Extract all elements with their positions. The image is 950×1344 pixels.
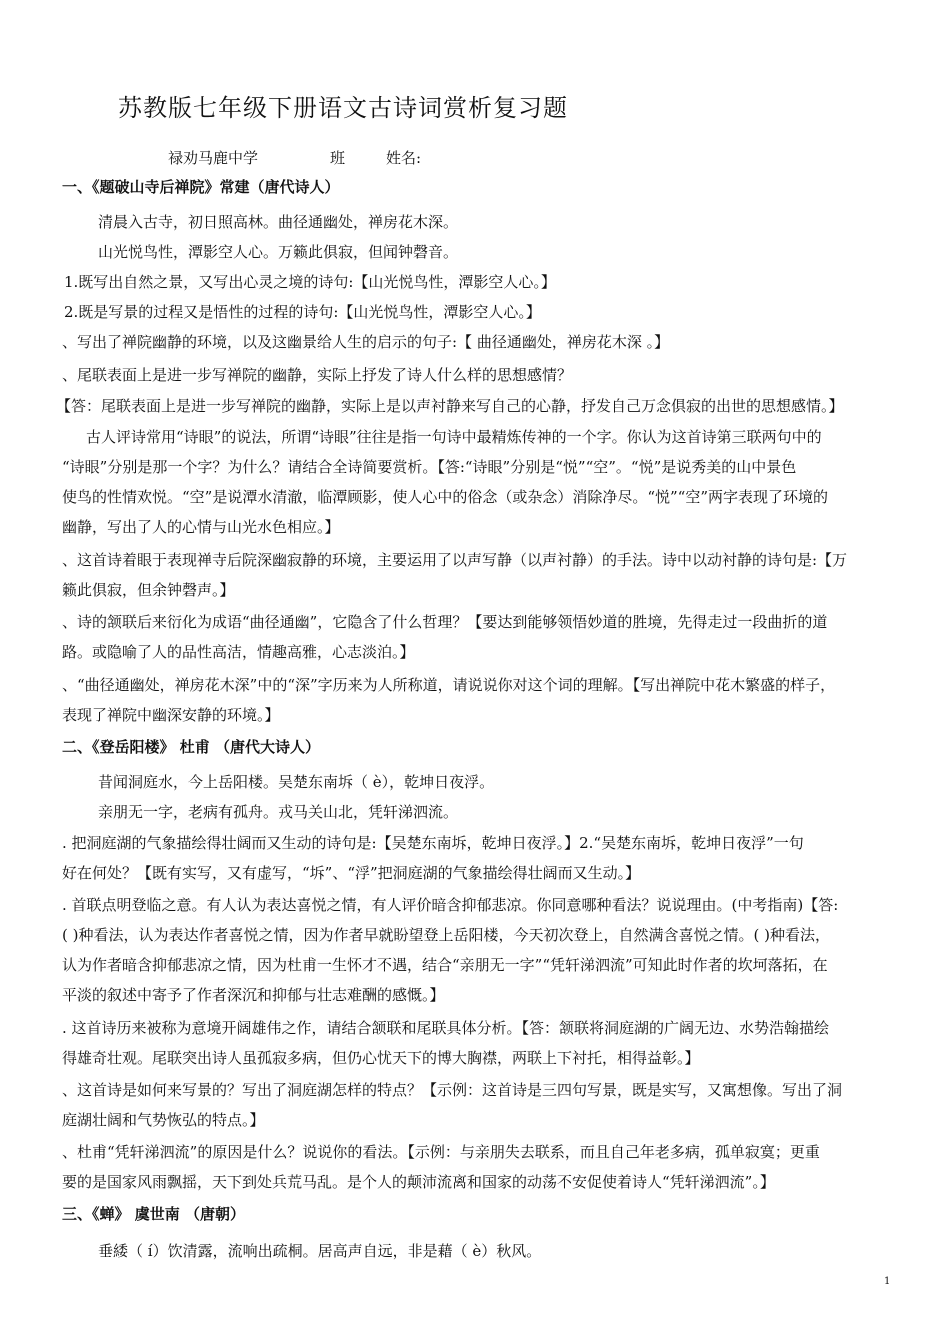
answer-line: 幽静，写出了人的心情与山光水色相应。】 [62,518,340,536]
answer-line: 【答：尾联表面上是进一步写禅院的幽静，实际上是以声衬静来写自己的心静，抒发自己万念俱寂的出世的思想感情。】 [56,397,844,415]
question-line: 、杜甫“凭轩涕泗流”的原因是什么？说说你的看法。【示例：与亲朋失去联系，而且自己年老多病，孤单寂寞；更重 [62,1143,820,1161]
question-line: 、写出了禅院幽静的环境，以及这幽景给人生的启示的句子:【 曲径通幽处，禅房花木深 。】 [62,333,670,351]
question-line: 、诗的颔联后来衍化为成语“曲径通幽”，它隐含了什么哲理？【要达到能够领悟妙道的胜境，先得走过一段曲折的道 [62,613,828,631]
page-number: 1 [884,1276,891,1287]
question-line: . 这首诗历来被称为意境开阔雄伟之作，请结合颔联和尾联具体分析。【答：颔联将洞庭湖的广阔无边、水势浩翰描绘 [62,1019,830,1037]
answer-line: 使鸟的性情欢悦。“空”是说潭水清澈，临潭顾影，使人心中的俗念（或杂念）消除净尽。“悦”“空”两字表现了环境的 [62,488,829,506]
answer-line: 得雄奇壮观。尾联突出诗人虽孤寂多病，但仍心忧天下的博大胸襟，两联上下衬托，相得益彰。】 [62,1049,700,1067]
poem-line: 清晨入古寺，初日照高林。曲径通幽处，禅房花木深。 [98,213,459,231]
answer-line: 平淡的叙述中寄予了作者深沉和抑郁与壮志难酬的感慨。】 [62,986,445,1004]
section-heading-2: 二、《登岳阳楼》 杜甫 （唐代大诗人） [62,738,320,756]
answer-line: ( )种看法，认为表达作者喜悦之情，因为作者早就盼望登上岳阳楼，今天初次登上，自然满含喜悦之情。( )种看法， [62,926,830,944]
poem-line: 昔闻洞庭水，今上岳阳楼。吴楚东南坼（ è），乾坤日夜浮。 [98,773,495,791]
answer-line: 认为作者暗含抑郁悲凉之情，因为杜甫一生怀才不遇，结合“亲朋无一字”“凭轩涕泗流”可知此时作者的坎坷落拓，在 [62,956,828,974]
answer-line: 表现了禅院中幽深安静的环境。】 [62,706,280,724]
class-label: 班 [330,149,346,167]
question-line: 古人评诗常用“诗眼”的说法，所谓“诗眼”往往是指一句诗中最精炼传神的一个字。你认为这首诗第三联两句中的 [86,428,822,446]
poem-line: 山光悦鸟性，潭影空人心。万籁此俱寂，但闻钟磬音。 [98,243,459,261]
question-line: 、尾联表面上是进一步写禅院的幽静，实际上抒发了诗人什么样的思想感情？ [62,366,573,384]
question-line: 、这首诗是如何来写景的？写出了洞庭湖怎样的特点？【示例：这首诗是三四句写景，既是实写，又寓想像。写出了洞 [62,1081,843,1099]
section-heading-3: 三、《蝉》 虞世南 （唐朝） [62,1205,245,1223]
section-heading-1: 一、《题破山寺后禅院》常建（唐代诗人） [62,178,340,196]
answer-line: 庭湖壮阔和气势恢弘的特点。】 [62,1111,265,1129]
answer-line: 要的是国家风雨飘摇，天下到处兵荒马乱。是个人的颠沛流离和国家的动荡不安促使着诗人“凭轩涕泗流”。】 [62,1173,775,1191]
page-title: 苏教版七年级下册语文古诗词赏析复习题 [118,94,568,122]
question-line: 、“曲径通幽处，禅房花木深”中的“深”字历来为人所称道，请说说你对这个词的理解。【写出禅院中花木繁盛的样子， [62,676,836,694]
student-name-label: 姓名: [386,149,422,167]
question-line: 1.既写出自然之景，又写出心灵之境的诗句:【山光悦鸟性，潭影空人心。】 [64,273,556,291]
poem-line: 垂緌（ í）饮清露，流响出疏桐。居高声自远，非是藉（ è）秋风。 [98,1242,542,1260]
school-name: 禄劝马鹿中学 [168,149,259,167]
question-line: . 把洞庭湖的气象描绘得壮阔而又生动的诗句是:【吴楚东南坼，乾坤日夜浮。】2.“吴楚东南坼，乾坤日夜浮”一句 [62,834,804,852]
question-line: 2.既是写景的过程又是悟性的过程的诗句:【山光悦鸟性，潭影空人心。】 [64,303,541,321]
poem-line: 亲朋无一字，老病有孤舟。戎马关山北，凭轩涕泗流。 [98,803,459,821]
answer-line: 路。或隐喻了人的品性高洁，情趣高雅，心志淡泊。】 [62,643,415,661]
question-line: 、这首诗着眼于表现禅寺后院深幽寂静的环境，主要运用了以声写静（以声衬静）的手法。诗中以动衬静的诗句是:【万 [62,551,848,569]
answer-line: “诗眼”分别是那一个字？为什么？请结合全诗简要赏析。【答:“诗眼”分别是“悦”“空”。“悦”是说秀美的山中景色 [62,458,797,476]
answer-line: 籁此俱寂，但余钟磬声。】 [62,581,235,599]
answer-line: 好在何处？【既有实写，又有虚写，“坼”、“浮”把洞庭湖的气象描绘得壮阔而又生动。】 [62,864,641,882]
question-line: . 首联点明登临之意。有人认为表达喜悦之情，有人评价暗含抑郁悲凉。你同意哪种看法？说说理由。(中考指南)【答: [62,896,839,914]
